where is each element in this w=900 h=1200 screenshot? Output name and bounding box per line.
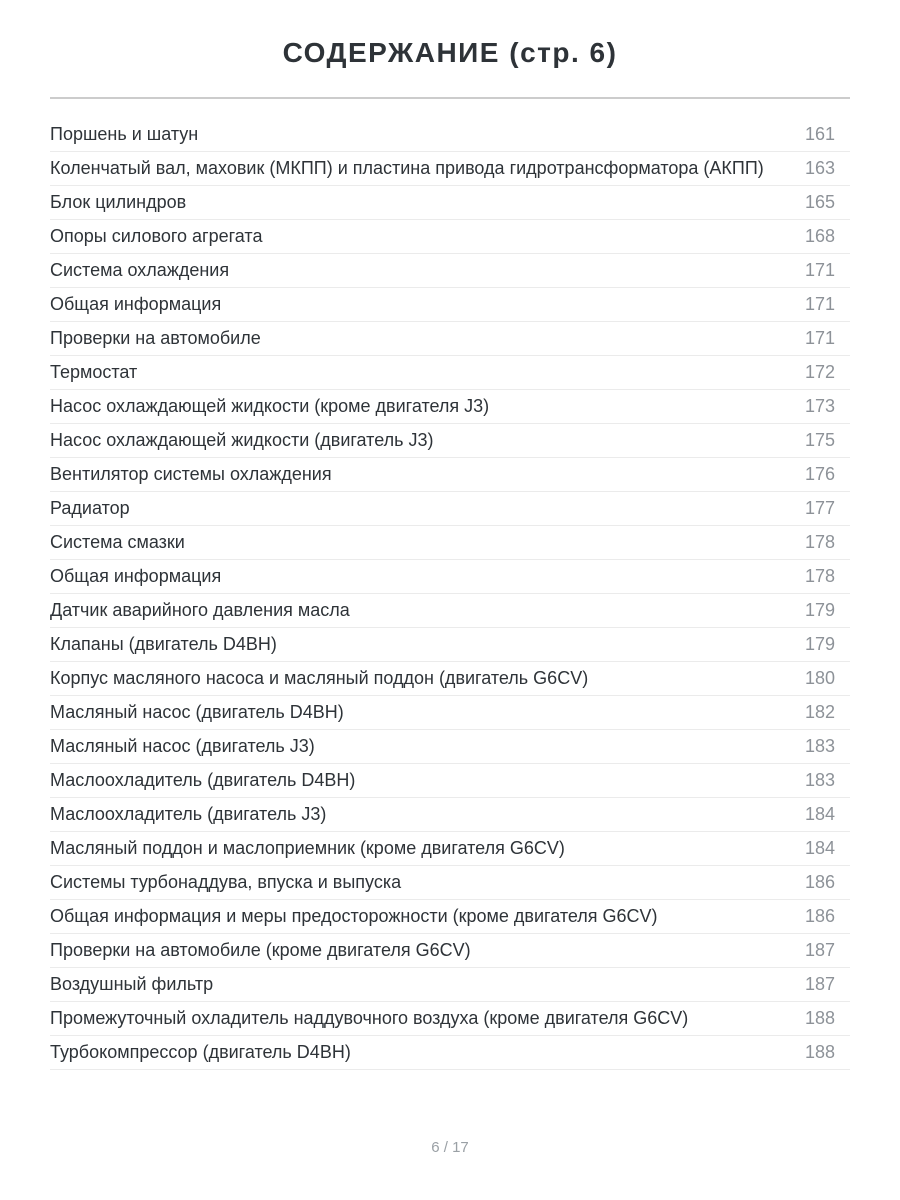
toc-item-page: 184 [804, 838, 835, 858]
toc-row[interactable] [50, 152, 850, 186]
toc-page [50, 36, 850, 1158]
toc-item-page: 178 [804, 566, 835, 586]
toc-item-page: 184 [804, 804, 835, 824]
toc-item-title: Датчик аварийного давления масла [50, 600, 350, 620]
toc-item-title: Клапаны (двигатель D4BH) [50, 634, 277, 654]
toc-item-page: 161 [804, 124, 835, 144]
toc-row[interactable] [50, 220, 850, 254]
toc-item-page: 177 [804, 498, 835, 518]
toc-item-page: 176 [804, 464, 835, 484]
toc-item-page: 179 [804, 600, 835, 620]
toc-item-title: Корпус масляного насоса и масляный поддон (двигатель G6CV) [50, 668, 589, 688]
toc-row[interactable] [50, 594, 850, 628]
toc-row[interactable] [50, 628, 850, 662]
title-divider [50, 97, 850, 99]
toc-item-title: Вентилятор системы охлаждения [50, 464, 332, 484]
toc-row[interactable] [50, 968, 850, 1002]
toc-item-page: 186 [804, 906, 835, 926]
toc-item-page: 183 [804, 770, 835, 790]
toc-item-title: Общая информация и меры предосторожности (кроме двигателя G6CV) [50, 906, 658, 926]
toc-row[interactable] [50, 288, 850, 322]
toc-item-page: 187 [804, 940, 835, 960]
toc-row[interactable] [50, 1002, 850, 1036]
toc-list [50, 118, 850, 1070]
toc-item-page: 163 [804, 158, 835, 178]
toc-row[interactable] [50, 390, 850, 424]
toc-item-title: Масляный поддон и маслоприемник (кроме двигателя G6CV) [50, 838, 565, 858]
toc-item-title: Общая информация [50, 294, 222, 314]
toc-item-page: 182 [804, 702, 835, 722]
toc-row[interactable] [50, 900, 850, 934]
toc-item-title: Маслоохладитель (двигатель J3) [50, 804, 327, 824]
toc-item-title: Общая информация [50, 566, 222, 586]
toc-item-page: 172 [804, 362, 835, 382]
toc-item-title: Системы турбонаддува, впуска и выпуска [50, 872, 402, 892]
toc-row[interactable] [50, 526, 850, 560]
toc-item-title: Коленчатый вал, маховик (МКПП) и пластина привода гидротрансформатора (АКПП) [50, 158, 764, 178]
toc-item-title: Система смазки [50, 532, 185, 552]
toc-item-title: Радиатор [50, 498, 130, 518]
toc-item-page: 183 [804, 736, 835, 756]
toc-row[interactable] [50, 458, 850, 492]
toc-row[interactable] [50, 934, 850, 968]
page-title: СОДЕРЖАНИЕ (стр. 6) [282, 37, 618, 68]
toc-item-page: 187 [804, 974, 835, 994]
toc-item-title: Насос охлаждающей жидкости (кроме двигателя J3) [50, 396, 490, 416]
toc-item-title: Проверки на автомобиле [50, 328, 261, 348]
toc-item-title: Опоры силового агрегата [50, 226, 263, 246]
toc-item-page: 186 [804, 872, 835, 892]
toc-item-title: Насос охлаждающей жидкости (двигатель J3) [50, 430, 434, 450]
toc-row[interactable] [50, 424, 850, 458]
pagination-indicator: 6 / 17 [431, 1139, 469, 1156]
toc-row[interactable] [50, 118, 850, 152]
toc-row[interactable] [50, 866, 850, 900]
toc-row[interactable] [50, 186, 850, 220]
toc-row[interactable] [50, 764, 850, 798]
toc-item-page: 171 [804, 328, 835, 348]
toc-item-title: Система охлаждения [50, 260, 230, 280]
toc-item-title: Маслоохладитель (двигатель D4BH) [50, 770, 356, 790]
toc-item-title: Термостат [50, 362, 138, 382]
toc-item-title: Блок цилиндров [50, 192, 187, 212]
toc-item-page: 179 [804, 634, 835, 654]
toc-item-page: 188 [804, 1042, 835, 1062]
toc-row[interactable] [50, 696, 850, 730]
toc-item-page: 173 [804, 396, 835, 416]
toc-item-title: Турбокомпрессор (двигатель D4BH) [50, 1042, 351, 1062]
toc-item-page: 171 [804, 260, 835, 280]
toc-item-page: 168 [804, 226, 835, 246]
toc-item-title: Проверки на автомобиле (кроме двигателя G6CV) [50, 940, 471, 960]
toc-item-page: 180 [804, 668, 835, 688]
toc-row[interactable] [50, 356, 850, 390]
toc-row[interactable] [50, 832, 850, 866]
toc-row[interactable] [50, 1036, 850, 1070]
toc-row[interactable] [50, 662, 850, 696]
toc-item-page: 171 [804, 294, 835, 314]
toc-item-page: 175 [804, 430, 835, 450]
toc-row[interactable] [50, 798, 850, 832]
toc-item-title: Масляный насос (двигатель D4BH) [50, 702, 344, 722]
toc-item-page: 188 [804, 1008, 835, 1028]
toc-row[interactable] [50, 560, 850, 594]
toc-item-page: 178 [804, 532, 835, 552]
toc-item-title: Воздушный фильтр [50, 974, 214, 994]
toc-item-title: Промежуточный охладитель наддувочного воздуха (кроме двигателя G6CV) [50, 1008, 689, 1028]
toc-row[interactable] [50, 254, 850, 288]
toc-row[interactable] [50, 492, 850, 526]
toc-item-title: Масляный насос (двигатель J3) [50, 736, 315, 756]
toc-row[interactable] [50, 322, 850, 356]
toc-row[interactable] [50, 730, 850, 764]
toc-item-page: 165 [804, 192, 835, 212]
toc-item-title: Поршень и шатун [50, 124, 199, 144]
